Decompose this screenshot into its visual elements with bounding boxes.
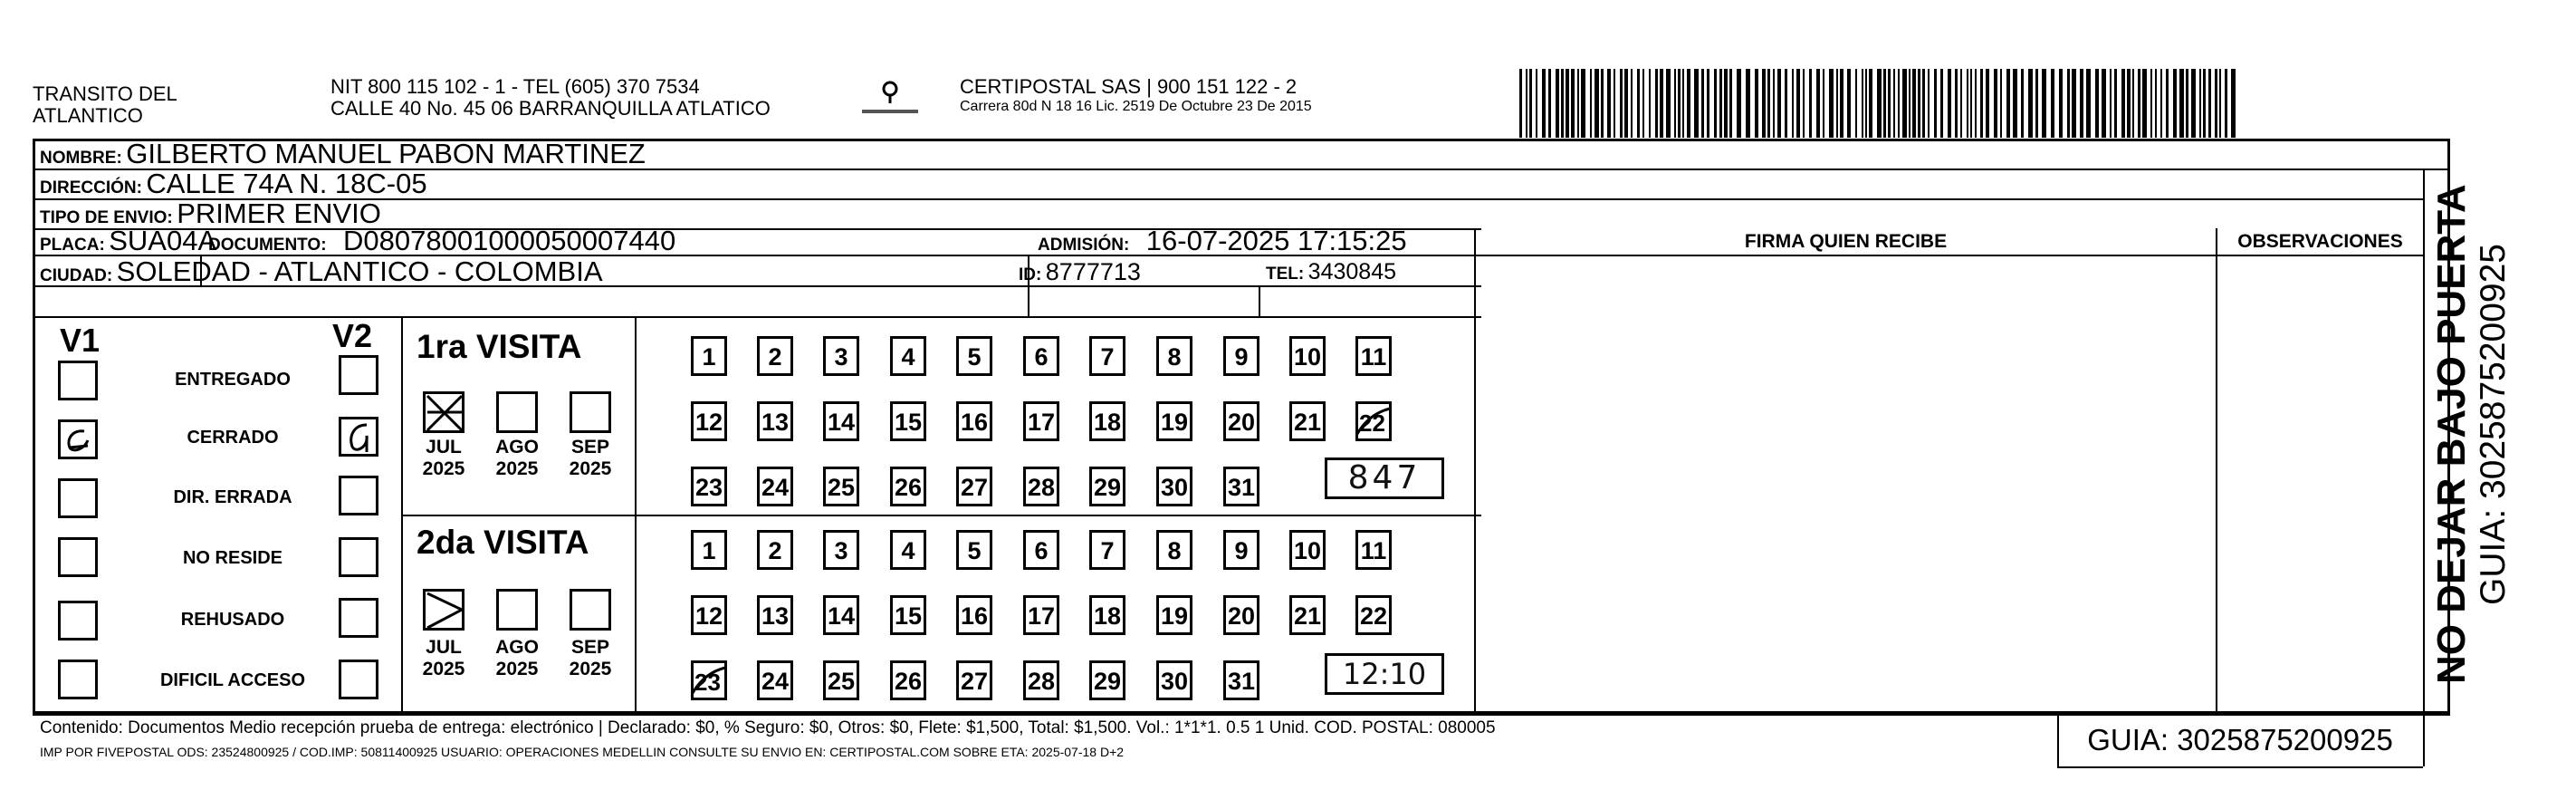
first-visit-day-29[interactable]: 29: [1089, 467, 1125, 506]
svg-text:22: [1359, 409, 1385, 437]
first-visit-day-30[interactable]: 30: [1156, 467, 1192, 506]
status-cerrado: CERRADO: [187, 428, 279, 448]
first-visit-day-14[interactable]: 14: [823, 401, 859, 441]
second-visit-day-26[interactable]: 26: [890, 660, 926, 700]
second-visit-day-11[interactable]: 11: [1355, 530, 1392, 570]
first-visit-day-3[interactable]: 3: [823, 336, 859, 376]
second-visit-day-8[interactable]: 8: [1156, 530, 1192, 570]
first-visit-day-6[interactable]: 6: [1023, 336, 1059, 376]
first-visit-day-18[interactable]: 18: [1089, 401, 1125, 441]
second-visit-day-3[interactable]: 3: [823, 530, 859, 570]
second-visit-day-31[interactable]: 31: [1223, 660, 1259, 700]
v2-dir-errada-checkbox[interactable]: [339, 476, 378, 515]
first-visit-day-21[interactable]: 21: [1289, 401, 1326, 441]
check-mark-icon: [426, 592, 464, 630]
v1-no-reside-checkbox[interactable]: [58, 537, 98, 577]
v2-rehusado-checkbox[interactable]: [339, 598, 378, 638]
documento-label: DOCUMENTO:: [208, 236, 327, 255]
firma-header: FIRMA QUIEN RECIBE: [1744, 231, 1948, 252]
first-visit-day-23[interactable]: 23: [691, 467, 727, 506]
issuer-line2: ATLANTICO: [33, 104, 143, 127]
svg-text:23: [694, 669, 721, 696]
first-month-sep-checkbox[interactable]: [570, 391, 611, 433]
nombre-label: NOMBRE:: [40, 149, 122, 168]
first-visit-day-28[interactable]: 28: [1023, 467, 1059, 506]
direccion-value: CALLE 74A N. 18C-05: [146, 168, 427, 199]
tipo-label: TIPO DE ENVIO:: [40, 208, 173, 227]
second-visit-day-15[interactable]: 15: [890, 595, 926, 635]
handwritten-mark-icon: [341, 419, 378, 456]
first-month-sep-label: SEP 2025: [569, 437, 612, 479]
first-month-jul-label: JUL 2025: [422, 437, 465, 479]
tel-label: TEL:: [1266, 265, 1305, 284]
placa-label: PLACA:: [40, 236, 105, 255]
second-visit-title: 2da VISITA: [417, 524, 589, 561]
ciudad-label: CIUDAD:: [40, 266, 113, 285]
issuer-line1: TRANSITO DEL: [33, 82, 177, 105]
second-visit-day-2[interactable]: 2: [757, 530, 793, 570]
first-visit-day-9[interactable]: 9: [1223, 336, 1259, 376]
first-visit-day-1[interactable]: 1: [691, 336, 727, 376]
v2-entregado-checkbox[interactable]: [339, 355, 378, 395]
first-visit-day-7[interactable]: 7: [1089, 336, 1125, 376]
certipostal-logo: [858, 80, 922, 120]
first-visit-day-15[interactable]: 15: [890, 401, 926, 441]
first-visit-day-12[interactable]: 12: [691, 401, 727, 441]
issuer-contact: [330, 76, 771, 120]
first-visit-day-22[interactable]: [1355, 401, 1392, 441]
second-month-sep-checkbox[interactable]: [570, 589, 611, 631]
second-visit-day-21[interactable]: 21: [1289, 595, 1326, 635]
v1-rehusado-checkbox[interactable]: [58, 601, 98, 640]
first-visit-day-20[interactable]: 20: [1223, 401, 1259, 441]
second-visit-day-17[interactable]: 17: [1023, 595, 1059, 635]
first-visit-day-5[interactable]: 5: [956, 336, 992, 376]
v2-cerrado-checkbox[interactable]: [339, 417, 378, 457]
second-visit-day-25[interactable]: 25: [823, 660, 859, 700]
footer-imp: IMP POR FIVEPOSTAL ODS: 23524800925 / COD.IMP: 50811400925 USUARIO: OPERACIONES MEDELLIN CONSULTE SU ENVIO EN: CERTIPOSTAL.COM SOBRE ETA: 2025-07-18 D+2: [40, 745, 1125, 759]
second-visit-day-6[interactable]: 6: [1023, 530, 1059, 570]
ciudad-value: SOLEDAD - ATLANTICO - COLOMBIA: [116, 255, 603, 287]
status-entregado: ENTREGADO: [175, 370, 291, 390]
first-month-ago-checkbox[interactable]: [496, 391, 538, 433]
second-visit-day-5[interactable]: 5: [956, 530, 992, 570]
footer-contenido: Contenido: Documentos Medio recepción prueba de entrega: electrónico | Declarado: $0, % Seguro: $0, Otros: $0, Flete: $1,500, Total: $1,500. Vol.: 1*1*1. 0.5 1 Unid. COD. POSTAL: 080005: [40, 718, 1496, 737]
first-visit-day-10[interactable]: 10: [1289, 336, 1326, 376]
admision-value: 16-07-2025 17:15:25: [1145, 225, 1407, 256]
row-ciudad: [40, 255, 603, 294]
first-visit-day-13[interactable]: 13: [757, 401, 793, 441]
second-visit-day-28[interactable]: 28: [1023, 660, 1059, 700]
v2-dificil-acceso-checkbox[interactable]: [339, 660, 378, 699]
v1-dificil-acceso-checkbox[interactable]: [58, 660, 98, 699]
status-rehusado: REHUSADO: [180, 610, 285, 630]
second-visit-day-27[interactable]: 27: [956, 660, 992, 700]
issuer-address: CALLE 40 No. 45 06 BARRANQUILLA ATLATICO: [330, 97, 771, 120]
first-month-ago-label: AGO 2025: [495, 437, 539, 479]
status-no-reside: NO RESIDE: [182, 548, 283, 568]
second-month-ago-label: AGO 2025: [495, 637, 539, 679]
cross-mark-icon: [426, 394, 464, 432]
v1-entregado-checkbox[interactable]: [58, 361, 98, 400]
id-value: 8777713: [1045, 258, 1141, 285]
second-visit-day-4[interactable]: 4: [890, 530, 926, 570]
id-label: ID:: [1019, 265, 1042, 284]
first-visit-day-2[interactable]: 2: [757, 336, 793, 376]
second-visit-day-29[interactable]: 29: [1089, 660, 1125, 700]
handwritten-mark-icon: [61, 422, 97, 458]
first-visit-day-17[interactable]: 17: [1023, 401, 1059, 441]
second-visit-day-1[interactable]: 1: [691, 530, 727, 570]
second-month-jul-label: JUL 2025: [422, 637, 465, 679]
placa-value: SUA04A: [109, 225, 217, 256]
second-visit-day-7[interactable]: 7: [1089, 530, 1125, 570]
first-visit-day-11[interactable]: 11: [1355, 336, 1392, 376]
row-id: [1019, 255, 1141, 293]
second-visit-day-12[interactable]: 12: [691, 595, 727, 635]
second-visit-day-13[interactable]: 13: [757, 595, 793, 635]
second-visit-day-18[interactable]: 18: [1089, 595, 1125, 635]
second-visit-day-14[interactable]: 14: [823, 595, 859, 635]
first-visit-day-26[interactable]: 26: [890, 467, 926, 506]
first-month-jul-checkbox[interactable]: [423, 391, 464, 433]
tipo-value: PRIMER ENVIO: [177, 197, 381, 229]
first-visit-day-24[interactable]: 24: [757, 467, 793, 506]
second-visit-day-22[interactable]: 22: [1355, 595, 1392, 635]
status-dir-errada: DIR. ERRADA: [173, 487, 292, 507]
second-visit-day-10[interactable]: 10: [1289, 530, 1326, 570]
first-visit-day-16[interactable]: 16: [956, 401, 992, 441]
issuer-name: [33, 83, 177, 127]
courier-name: CERTIPOSTAL SAS | 900 151 122 - 2: [960, 75, 1298, 98]
first-visit-day-25[interactable]: 25: [823, 467, 859, 506]
direccion-label: DIRECCIÓN:: [40, 178, 142, 197]
status-dificil-acceso: DIFICIL ACCESO: [159, 670, 305, 690]
observaciones-header: OBSERVACIONES: [2237, 231, 2403, 252]
barcode: [1519, 69, 2236, 138]
no-dejar-bajo-puerta: NO DEJAR BAJO PUERTA: [2429, 184, 2474, 684]
first-visit-day-8[interactable]: 8: [1156, 336, 1192, 376]
first-visit-day-31[interactable]: 31: [1223, 467, 1259, 506]
first-visit-time: 847: [1325, 457, 1444, 499]
v2-label: V2: [332, 317, 373, 354]
side-guia: GUIA: 3025875200925: [2474, 244, 2513, 605]
v1-label: V1: [60, 322, 101, 359]
second-month-ago-checkbox[interactable]: [496, 589, 538, 631]
second-month-jul-checkbox[interactable]: [423, 589, 464, 631]
courier-address: Carrera 80d N 18 16 Lic. 2519 De Octubre 23 De 2015: [960, 99, 1312, 114]
second-visit-day-20[interactable]: 20: [1223, 595, 1259, 635]
second-visit-day-24[interactable]: 24: [757, 660, 793, 700]
first-visit-day-27[interactable]: 27: [956, 467, 992, 506]
second-visit-time: 12:10: [1325, 653, 1444, 695]
first-visit-day-19[interactable]: 19: [1156, 401, 1192, 441]
second-visit-day-23[interactable]: [691, 660, 727, 700]
second-month-sep-label: SEP 2025: [569, 637, 612, 679]
first-visit-title: 1ra VISITA: [417, 328, 582, 365]
footer-guia: GUIA: 3025875200925: [2087, 723, 2393, 756]
nombre-value: GILBERTO MANUEL PABON MARTINEZ: [126, 138, 646, 169]
courier-info: [960, 76, 1312, 116]
documento-value: D08078001000050007440: [343, 225, 676, 256]
tel-value: 3430845: [1307, 259, 1396, 284]
issuer-nit: NIT 800 115 102 - 1 - TEL (605) 370 7534: [330, 75, 700, 98]
admision-label: ADMISIÓN:: [1038, 236, 1130, 255]
second-visit-day-16[interactable]: 16: [956, 595, 992, 635]
row-tel: [1266, 255, 1396, 292]
second-visit-day-9[interactable]: 9: [1223, 530, 1259, 570]
first-visit-day-4[interactable]: 4: [890, 336, 926, 376]
v1-cerrado-checkbox[interactable]: [58, 419, 98, 459]
v1-dir-errada-checkbox[interactable]: [58, 478, 98, 518]
second-visit-day-30[interactable]: 30: [1156, 660, 1192, 700]
v2-no-reside-checkbox[interactable]: [339, 537, 378, 577]
second-visit-day-19[interactable]: 19: [1156, 595, 1192, 635]
